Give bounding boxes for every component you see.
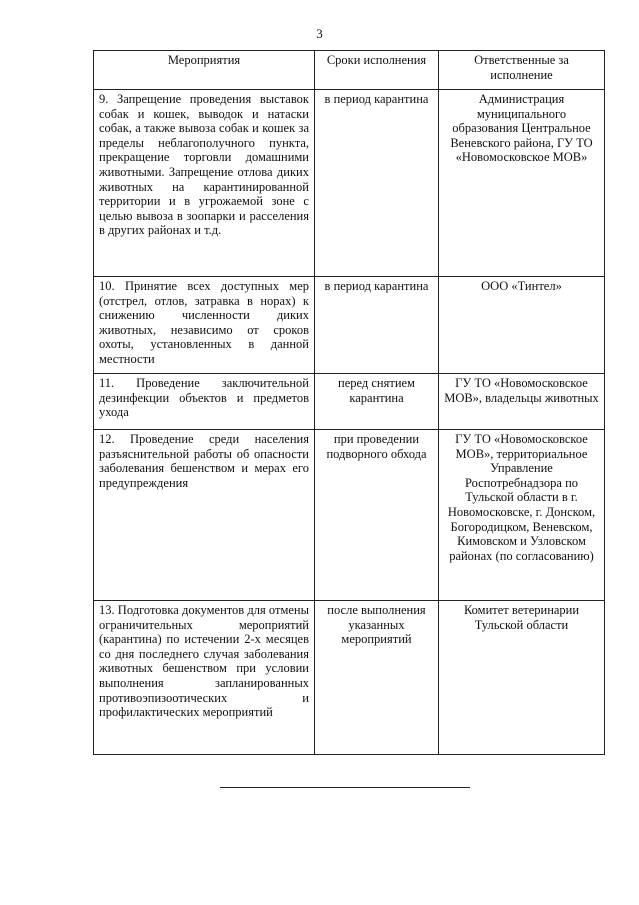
horizontal-rule	[220, 787, 470, 788]
table-row	[94, 90, 605, 277]
measure-cell: 11. Проведение заключительной дезинфекции объектов и предметов ухода	[94, 374, 315, 430]
responsible-cell: ООО «Тинтел»	[439, 277, 605, 374]
table-header-row	[94, 51, 605, 90]
responsible-cell: ГУ ТО «Новомосковское МОВ», территориальное Управление Роспотребнадзора по Тульской области в г. Новомосковске, г. Донском, Богородицком, Веневском, Кимовском и Узловском районах (по согласованию)	[439, 430, 605, 601]
header-measures: Мероприятия	[94, 51, 315, 90]
responsible-cell: Администрация муниципального образования Центральное Веневского района, ГУ ТО «Новомосковское МОВ»	[439, 90, 605, 277]
header-responsible: Ответственные за исполнение	[439, 51, 605, 90]
header-deadlines: Сроки исполнения	[315, 51, 439, 90]
table-row	[94, 374, 605, 430]
responsible-cell: Комитет ветеринарии Тульской области	[439, 601, 605, 755]
table-row	[94, 601, 605, 755]
measure-cell: 9. Запрещение проведения выставок собак и кошек, выводок и натаски собак, а также вывоза собак и кошек за пределы неблагополучного пункта, прекращение торговли домашними животными. Запрещение отлова диких животных на карантинированной территории и в угрожаемой зоне с целью вывоза в зоопарки и расселения в других районах и т.д.	[94, 90, 315, 277]
page-number: 3	[316, 26, 323, 41]
deadline-cell: в период карантина	[315, 90, 439, 277]
measure-cell: 10. Принятие всех доступных мер (отстрел, отлов, затравка в норах) к снижению численности диких животных, независимо от сроков охоты, установленных в данной местности	[94, 277, 315, 374]
responsible-cell: ГУ ТО «Новомосковское МОВ», владельцы животных	[439, 374, 605, 430]
deadline-cell: при проведении подворного обхода	[315, 430, 439, 601]
measure-cell: 12. Проведение среди населения разъяснительной работы об опасности заболевания бешенством и мерах его предупреждения	[94, 430, 315, 601]
measure-cell: 13. Подготовка документов для отмены ограничительных мероприятий (карантина) по истечении 2-х месяцев со дня последнего случая заболевания животных бешенством при условии выполнения запланированных противоэпизоотических и профилактических мероприятий	[94, 601, 315, 755]
measures-table	[93, 50, 605, 755]
deadline-cell: перед снятием карантина	[315, 374, 439, 430]
table-row	[94, 277, 605, 374]
deadline-cell: в период карантина	[315, 277, 439, 374]
deadline-cell: после выполнения указанных мероприятий	[315, 601, 439, 755]
table-row	[94, 430, 605, 601]
